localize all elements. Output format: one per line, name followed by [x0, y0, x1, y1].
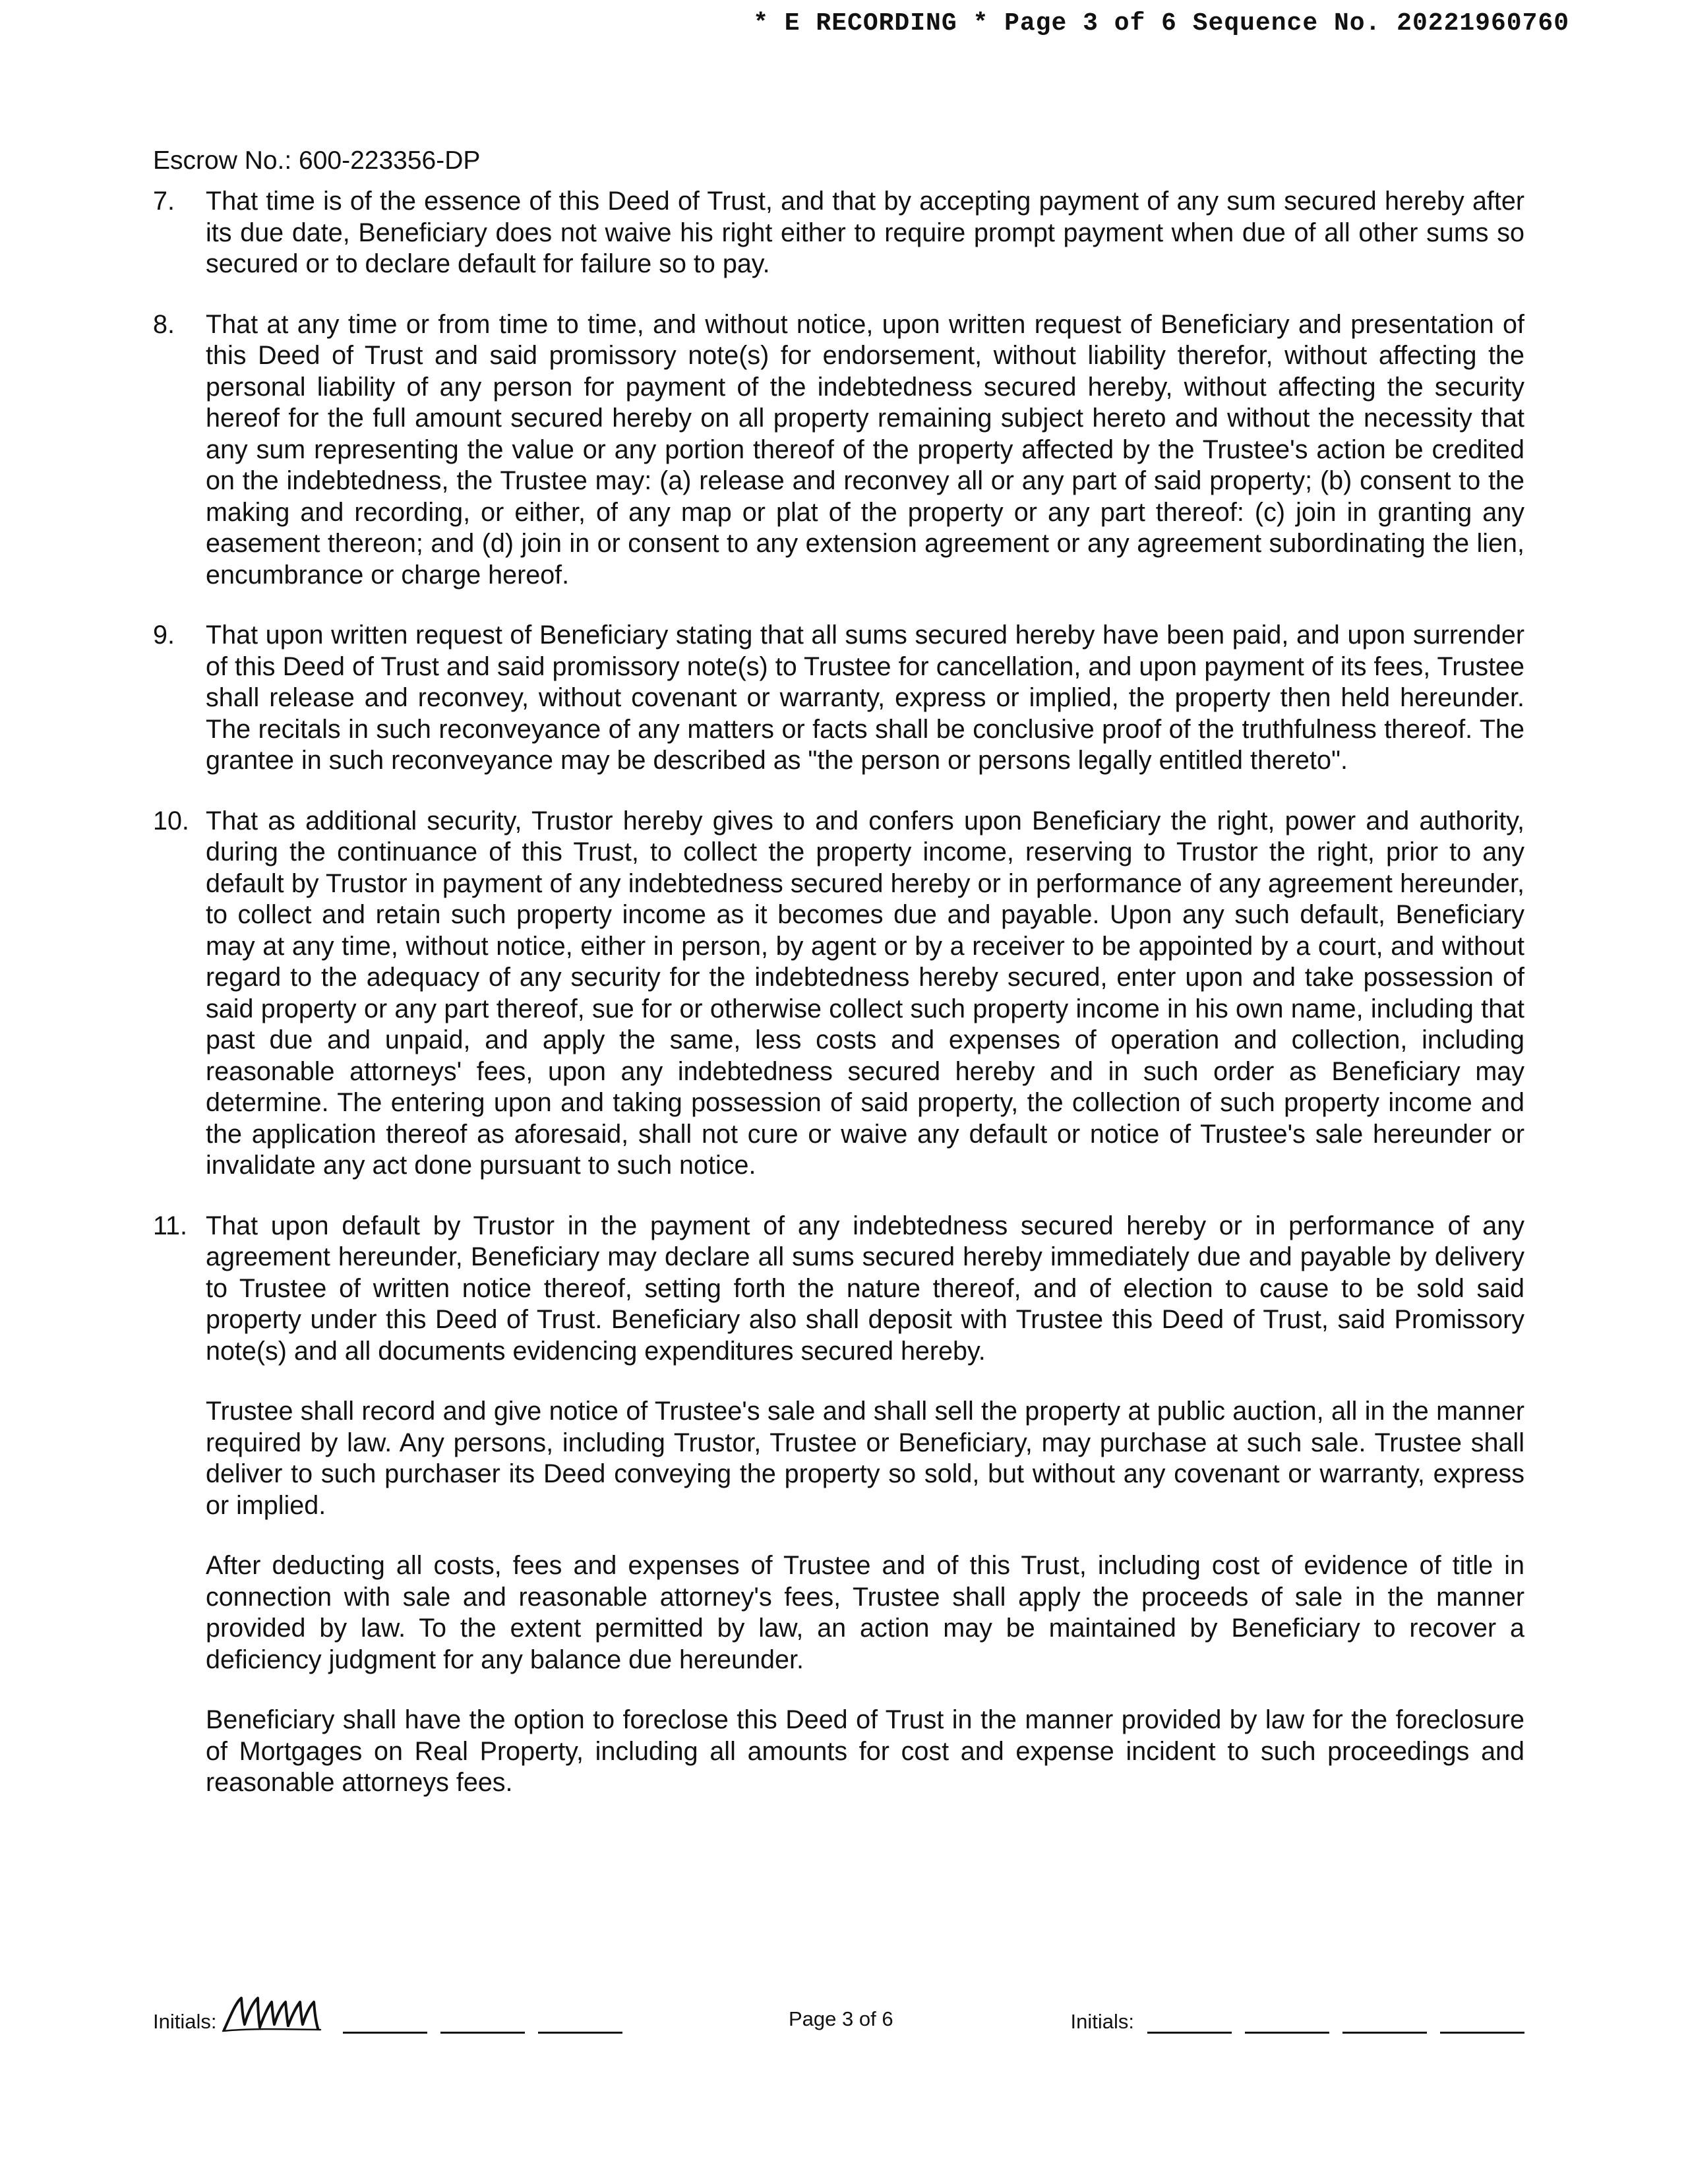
initials-blank — [538, 2026, 622, 2034]
handwritten-initials-signature — [222, 1993, 322, 2034]
initials-blank — [440, 2026, 525, 2034]
initials-blank — [1245, 2026, 1329, 2034]
clause-9 — [153, 620, 1524, 777]
page-footer — [153, 1990, 1524, 2043]
escrow-number: Escrow No.: 600-223356-DP — [153, 146, 481, 175]
clause-text: That upon written request of Beneficiary stating that all sums secured hereby have been paid, and upon surrender of this Deed of Trust and said promissory note(s) to Trustee for cancellation, and upon payment of its fees, Trustee shall release and reconvey, without covenant or warranty, express or implied, the property then held hereunder. The recitals in such reconveyance of any matters or facts shall be conclusive proof of the truthfulness thereof. The grantee in such reconveyance may be described as "the person or persons legally entitled thereto". — [206, 621, 1524, 775]
deed-clauses — [153, 186, 1524, 1828]
clause-number: 9. — [153, 621, 175, 650]
clause-11-subparagraph: Trustee shall record and give notice of Trustee's sale and shall sell the property at public auction, all in the manner required by law. Any persons, including Trustor, Trustee or Beneficiary, may purchase at such sale. Trustee shall deliver to such purchaser its Deed conveying the property so sold, but without any covenant or warranty, express or implied. — [206, 1397, 1524, 1520]
clause-11-subparagraph: After deducting all costs, fees and expenses of Trustee and of this Trust, including cost of evidence of title in connection with sale and reasonable attorney's fees, Trustee shall apply the proceeds of sale in the manner provided by law. To the extent permitted by law, an action may be maintained by Beneficiary to recover a deficiency judgment for any balance due hereunder. — [206, 1551, 1524, 1674]
clause-number: 10. — [153, 806, 189, 835]
clause-text: That at any time or from time to time, and without notice, upon written request of Beneficiary and presentation of this Deed of Trust and said promissory note(s) for endorsement, without liability therefor, without affecting the personal liability of any person for payment of the indebtedness secured hereby, without affecting the security hereof for the full amount secured hereby on all property remaining subject hereto and without the necessity that any sum representing the value or any portion thereof of the property affected by the Trustee's action be credited on the indebtedness, the Trustee may: (a) release and reconvey all or any part of said property; (b) consent to the making and recording, or either, of any map or plat of the property or any part thereof: (c) join in granting any easement thereon; and (d) join in or consent to any extension agreement or any agreement subordinating the lien, encumbrance or charge hereof. — [206, 309, 1524, 590]
initials-left — [153, 1993, 622, 2034]
clause-number: 8. — [153, 309, 175, 339]
clause-7 — [153, 186, 1524, 280]
clause-number: 11. — [153, 1211, 187, 1240]
recording-header: * E RECORDING * Page 3 of 6 Sequence No. 20221960760 — [753, 9, 1569, 38]
clause-text: That upon default by Trustor in the payment of any indebtedness secured hereby or in performance of any agreement hereunder, Beneficiary may declare all sums secured hereby immediately due and payable by delivery to Trustee of written notice thereof, setting forth the nature thereof, and of election to cause to be sold said property under this Deed of Trust. Beneficiary also shall deposit with Trustee this Deed of Trust, said Promissory note(s) and all documents evidencing expenditures secured hereby. — [206, 1211, 1524, 1366]
initials-blank — [1440, 2026, 1524, 2034]
page-number: Page 3 of 6 — [789, 2007, 893, 2030]
clause-number: 7. — [153, 187, 175, 216]
clause-10 — [153, 806, 1524, 1182]
initials-label: Initials: — [153, 2010, 217, 2033]
clause-text: That time is of the essence of this Deed of Trust, and that by accepting payment of any sum secured hereby after its due date, Beneficiary does not waive his right either to require prompt payment when due of all other sums so secured or to declare default for failure so to pay. — [206, 187, 1524, 278]
clause-11 — [153, 1211, 1524, 1368]
initials-right — [1071, 2010, 1524, 2034]
initials-blank — [343, 2026, 427, 2034]
initials-blank — [1147, 2026, 1232, 2034]
clause-8 — [153, 309, 1524, 592]
clause-text: That as additional security, Trustor hereby gives to and confers upon Beneficiary the right, power and authority, during the continuance of this Trust, to collect the property income, reserving to Trustor the right, prior to any default by Trustor in payment of any indebtedness secured hereby or in performance of any agreement hereunder, to collect and retain such property income as it becomes due and payable. Upon any such default, Beneficiary may at any time, without notice, either in person, by agent or by a receiver to be appointed by a court, and without regard to the adequacy of any security for the indebtedness hereby secured, enter upon and take possession of said property or any part thereof, sue for or otherwise collect such property income in his own name, including that past due and unpaid, and apply the same, less costs and expenses of operation and collection, including reasonable attorneys' fees, upon any indebtedness secured hereby and in such order as Beneficiary may determine. The entering upon and taking possession of said property, the collection of such property income and the application thereof as aforesaid, shall not cure or waive any default or notice of Trustee's sale hereunder or invalidate any act done pursuant to such notice. — [206, 806, 1524, 1180]
clause-11-subparagraph: Beneficiary shall have the option to foreclose this Deed of Trust in the manner provided by law for the foreclosure of Mortgages on Real Property, including all amounts for cost and expense incident to such proceedings and reasonable attorneys fees. — [206, 1705, 1524, 1797]
initials-blank — [1342, 2026, 1427, 2034]
initials-label: Initials: — [1070, 2010, 1134, 2033]
